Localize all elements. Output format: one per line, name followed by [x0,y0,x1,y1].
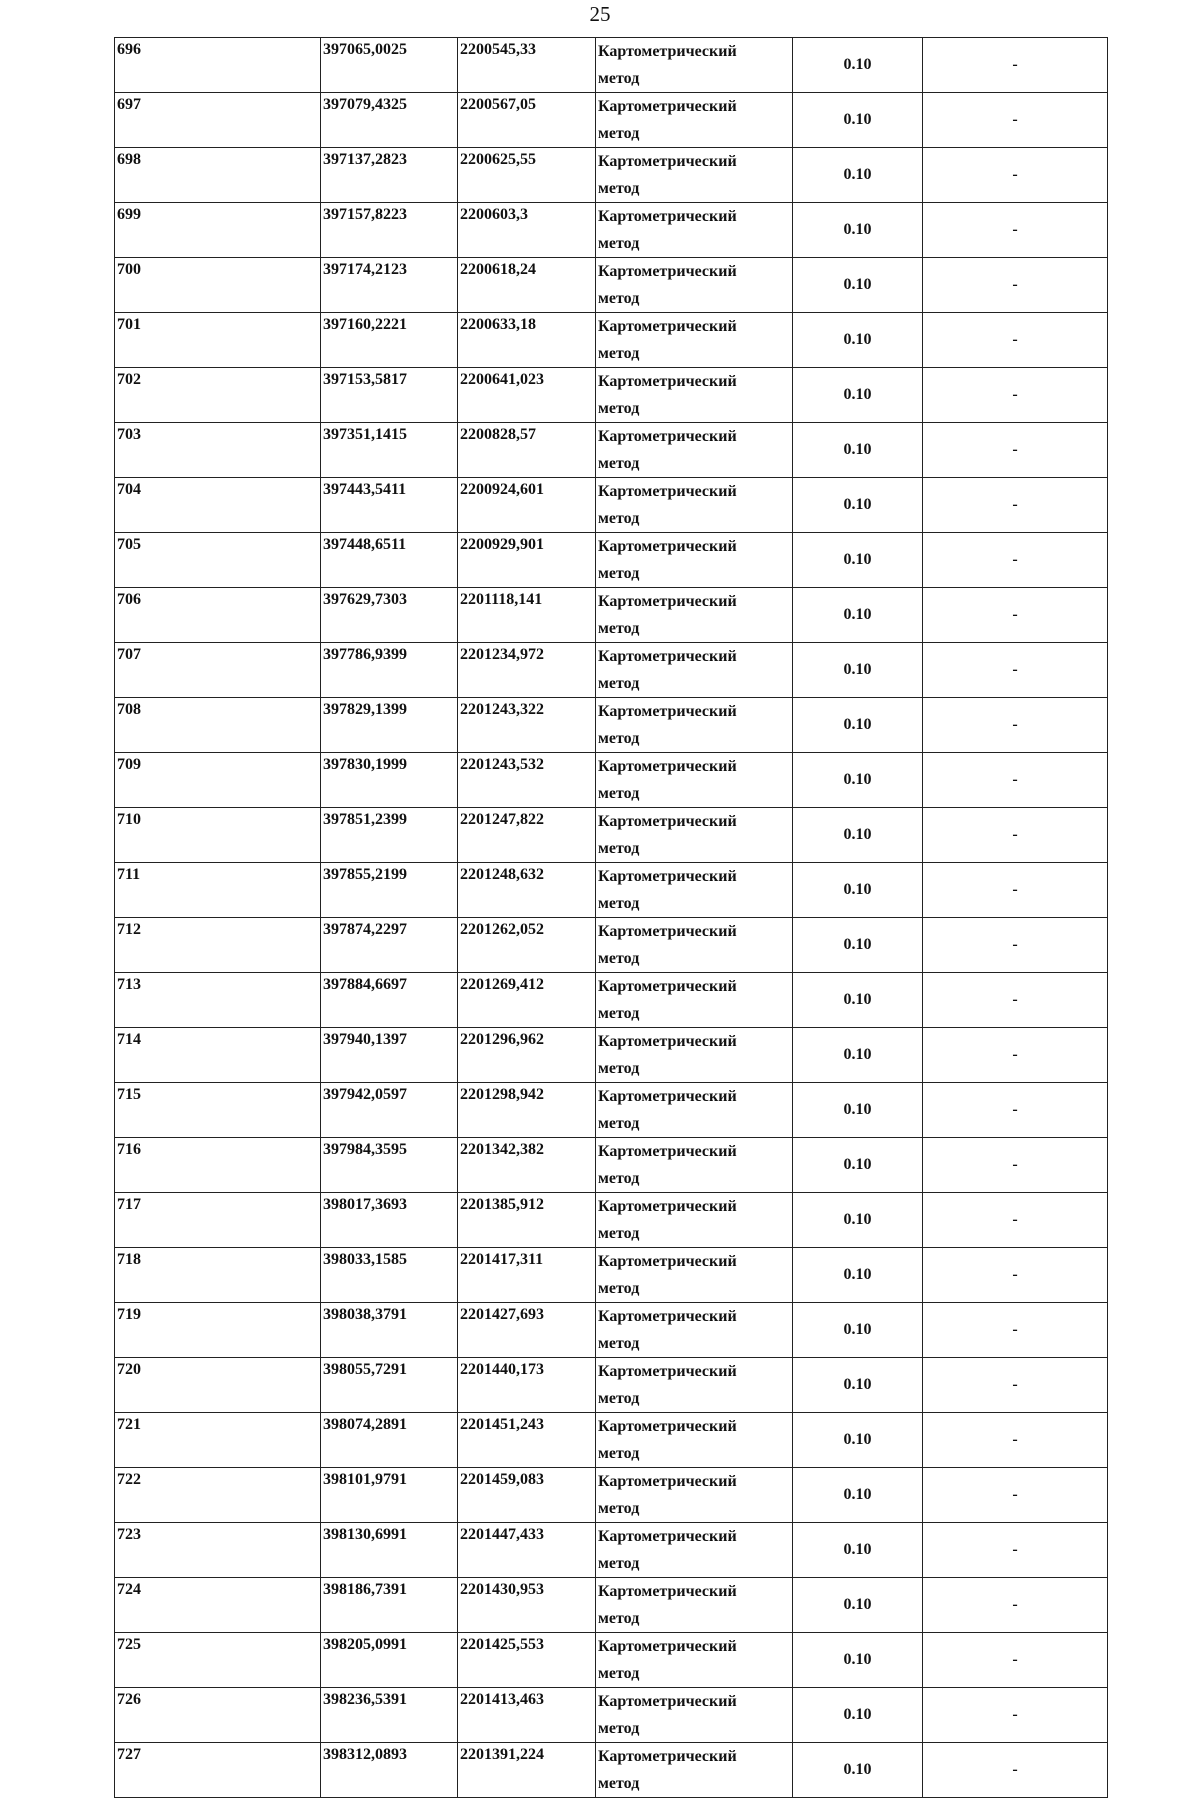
x-coordinate-cell: 397157,8223 [321,203,458,258]
table-row [115,1633,1108,1688]
y-coordinate-cell: 2201247,822 [458,808,596,863]
method-cell [596,698,793,753]
description-cell: - [923,808,1108,863]
method-label-line1: Картометрический [598,373,737,390]
x-coordinate-cell: 397065,0025 [321,38,458,93]
x-coordinate-cell: 397351,1415 [321,423,458,478]
accuracy-cell: 0.10 [793,313,923,368]
point-number-cell: 703 [115,423,321,478]
table-row [115,643,1108,698]
description-cell: - [923,1138,1108,1193]
accuracy-cell: 0.10 [793,698,923,753]
y-coordinate-cell: 2201447,433 [458,1523,596,1578]
method-cell [596,588,793,643]
y-coordinate-cell: 2201118,141 [458,588,596,643]
accuracy-cell: 0.10 [793,1193,923,1248]
method-label-line2: метод [598,730,640,747]
method-cell [596,753,793,808]
method-cell [596,203,793,258]
method-label-line1: Картометрический [598,978,737,995]
method-label-line1: Картометрический [598,1363,737,1380]
y-coordinate-cell: 2200618,24 [458,258,596,313]
y-coordinate-cell: 2200625,55 [458,148,596,203]
accuracy-cell: 0.10 [793,808,923,863]
x-coordinate-cell: 398038,3791 [321,1303,458,1358]
x-coordinate-cell: 398055,7291 [321,1358,458,1413]
table-row [115,918,1108,973]
description-cell: - [923,863,1108,918]
point-number-cell: 727 [115,1743,321,1798]
point-number-cell: 722 [115,1468,321,1523]
point-number-cell: 725 [115,1633,321,1688]
description-cell: - [923,1413,1108,1468]
x-coordinate-cell: 397855,2199 [321,863,458,918]
table-row [115,1358,1108,1413]
table-row [115,368,1108,423]
accuracy-cell: 0.10 [793,588,923,643]
accuracy-cell: 0.10 [793,863,923,918]
method-label-line1: Картометрический [598,1748,737,1765]
table-row [115,258,1108,313]
method-cell [596,148,793,203]
method-cell [596,1303,793,1358]
x-coordinate-cell: 398186,7391 [321,1578,458,1633]
method-cell [596,973,793,1028]
x-coordinate-cell: 397137,2823 [321,148,458,203]
method-label-line1: Картометрический [598,318,737,335]
accuracy-cell: 0.10 [793,533,923,588]
accuracy-cell: 0.10 [793,1248,923,1303]
method-cell [596,38,793,93]
x-coordinate-cell: 397984,3595 [321,1138,458,1193]
y-coordinate-cell: 2201451,243 [458,1413,596,1468]
method-label-line2: метод [598,455,640,472]
accuracy-cell: 0.10 [793,1743,923,1798]
y-coordinate-cell: 2201430,953 [458,1578,596,1633]
x-coordinate-cell: 398033,1585 [321,1248,458,1303]
table-row [115,1413,1108,1468]
method-label-line2: метод [598,1005,640,1022]
description-cell: - [923,1248,1108,1303]
method-cell [596,1523,793,1578]
method-label-line1: Картометрический [598,703,737,720]
y-coordinate-cell: 2201296,962 [458,1028,596,1083]
accuracy-cell: 0.10 [793,1358,923,1413]
description-cell: - [923,918,1108,973]
method-label-line1: Картометрический [598,153,737,170]
method-label-line1: Картометрический [598,923,737,940]
description-cell: - [923,1028,1108,1083]
accuracy-cell: 0.10 [793,1303,923,1358]
table-row [115,973,1108,1028]
table-row [115,1578,1108,1633]
method-label-line2: метод [598,125,640,142]
x-coordinate-cell: 398074,2891 [321,1413,458,1468]
point-number-cell: 718 [115,1248,321,1303]
description-cell: - [923,1358,1108,1413]
method-cell [596,368,793,423]
description-cell: - [923,148,1108,203]
description-cell: - [923,1303,1108,1358]
point-number-cell: 721 [115,1413,321,1468]
method-label-line2: метод [598,1115,640,1132]
method-cell [596,863,793,918]
method-label-line2: метод [598,70,640,87]
point-number-cell: 705 [115,533,321,588]
x-coordinate-cell: 398312,0893 [321,1743,458,1798]
table-row [115,148,1108,203]
method-label-line1: Картометрический [598,538,737,555]
table-row [115,808,1108,863]
y-coordinate-cell: 2201298,942 [458,1083,596,1138]
x-coordinate-cell: 397940,1397 [321,1028,458,1083]
y-coordinate-cell: 2200924,601 [458,478,596,533]
y-coordinate-cell: 2201417,311 [458,1248,596,1303]
point-number-cell: 723 [115,1523,321,1578]
table-row [115,753,1108,808]
point-number-cell: 709 [115,753,321,808]
point-number-cell: 706 [115,588,321,643]
method-label-line2: метод [598,290,640,307]
accuracy-cell: 0.10 [793,1578,923,1633]
description-cell: - [923,1083,1108,1138]
accuracy-cell: 0.10 [793,643,923,698]
point-number-cell: 704 [115,478,321,533]
method-label-line2: метод [598,620,640,637]
x-coordinate-cell: 397443,5411 [321,478,458,533]
accuracy-cell: 0.10 [793,1413,923,1468]
coordinates-table-body [115,38,1108,1798]
y-coordinate-cell: 2200828,57 [458,423,596,478]
table-row [115,93,1108,148]
method-cell [596,478,793,533]
y-coordinate-cell: 2200641,023 [458,368,596,423]
method-label-line1: Картометрический [598,1528,737,1545]
point-number-cell: 702 [115,368,321,423]
accuracy-cell: 0.10 [793,478,923,533]
table-row [115,1028,1108,1083]
point-number-cell: 700 [115,258,321,313]
description-cell: - [923,313,1108,368]
method-cell [596,918,793,973]
y-coordinate-cell: 2201459,083 [458,1468,596,1523]
table-row [115,1688,1108,1743]
method-label-line2: метод [598,1665,640,1682]
method-label-line1: Картометрический [598,428,737,445]
y-coordinate-cell: 2201425,553 [458,1633,596,1688]
table-row [115,1468,1108,1523]
description-cell: - [923,1578,1108,1633]
method-label-line1: Картометрический [598,1088,737,1105]
y-coordinate-cell: 2201243,322 [458,698,596,753]
method-label-line1: Картометрический [598,98,737,115]
accuracy-cell: 0.10 [793,1028,923,1083]
method-label-line2: метод [598,1280,640,1297]
y-coordinate-cell: 2201440,173 [458,1358,596,1413]
description-cell: - [923,643,1108,698]
method-label-line1: Картометрический [598,1418,737,1435]
method-label-line1: Картометрический [598,813,737,830]
method-cell [596,1028,793,1083]
method-label-line1: Картометрический [598,1033,737,1050]
description-cell: - [923,1193,1108,1248]
method-label-line2: метод [598,235,640,252]
method-label-line1: Картометрический [598,263,737,280]
method-label-line2: метод [598,895,640,912]
table-row [115,203,1108,258]
point-number-cell: 724 [115,1578,321,1633]
method-label-line1: Картометрический [598,1308,737,1325]
x-coordinate-cell: 397874,2297 [321,918,458,973]
page-number: 25 [589,2,611,26]
point-number-cell: 708 [115,698,321,753]
method-label-line2: метод [598,180,640,197]
x-coordinate-cell: 398017,3693 [321,1193,458,1248]
table-row [115,1248,1108,1303]
description-cell: - [923,533,1108,588]
y-coordinate-cell: 2201248,632 [458,863,596,918]
point-number-cell: 713 [115,973,321,1028]
method-label-line2: метод [598,1555,640,1572]
method-cell [596,1193,793,1248]
method-cell [596,1248,793,1303]
accuracy-cell: 0.10 [793,973,923,1028]
method-cell [596,643,793,698]
y-coordinate-cell: 2200633,18 [458,313,596,368]
method-label-line2: метод [598,510,640,527]
method-label-line2: метод [598,1720,640,1737]
y-coordinate-cell: 2200567,05 [458,93,596,148]
table-row [115,313,1108,368]
description-cell: - [923,698,1108,753]
y-coordinate-cell: 2200545,33 [458,38,596,93]
accuracy-cell: 0.10 [793,38,923,93]
accuracy-cell: 0.10 [793,1138,923,1193]
x-coordinate-cell: 397448,6511 [321,533,458,588]
method-label-line1: Картометрический [598,483,737,500]
point-number-cell: 707 [115,643,321,698]
table-row [115,533,1108,588]
x-coordinate-cell: 397829,1399 [321,698,458,753]
accuracy-cell: 0.10 [793,423,923,478]
method-cell [596,93,793,148]
y-coordinate-cell: 2201342,382 [458,1138,596,1193]
y-coordinate-cell: 2201269,412 [458,973,596,1028]
table-row [115,38,1108,93]
method-label-line2: метод [598,675,640,692]
point-number-cell: 717 [115,1193,321,1248]
point-number-cell: 714 [115,1028,321,1083]
x-coordinate-cell: 397153,5817 [321,368,458,423]
method-cell [596,258,793,313]
point-number-cell: 711 [115,863,321,918]
coordinates-table [114,37,1108,1798]
method-cell [596,313,793,368]
accuracy-cell: 0.10 [793,1688,923,1743]
table-row [115,1193,1108,1248]
point-number-cell: 698 [115,148,321,203]
table-row [115,1138,1108,1193]
method-cell [596,808,793,863]
y-coordinate-cell: 2201234,972 [458,643,596,698]
method-label-line2: метод [598,1390,640,1407]
method-label-line2: метод [598,785,640,802]
table-row [115,1303,1108,1358]
accuracy-cell: 0.10 [793,753,923,808]
method-label-line2: метод [598,1060,640,1077]
table-row [115,588,1108,643]
point-number-cell: 719 [115,1303,321,1358]
method-label-line2: метод [598,1775,640,1792]
accuracy-cell: 0.10 [793,1523,923,1578]
method-label-line2: метод [598,1445,640,1462]
method-label-line1: Картометрический [598,1473,737,1490]
point-number-cell: 699 [115,203,321,258]
x-coordinate-cell: 398205,0991 [321,1633,458,1688]
x-coordinate-cell: 398101,9791 [321,1468,458,1523]
point-number-cell: 697 [115,93,321,148]
accuracy-cell: 0.10 [793,1633,923,1688]
x-coordinate-cell: 397160,2221 [321,313,458,368]
description-cell: - [923,1688,1108,1743]
accuracy-cell: 0.10 [793,368,923,423]
method-label-line2: метод [598,1500,640,1517]
description-cell: - [923,753,1108,808]
method-label-line2: метод [598,1170,640,1187]
method-label-line1: Картометрический [598,758,737,775]
table-row [115,423,1108,478]
method-label-line2: метод [598,1610,640,1627]
method-label-line2: метод [598,565,640,582]
point-number-cell: 720 [115,1358,321,1413]
x-coordinate-cell: 398236,5391 [321,1688,458,1743]
point-number-cell: 716 [115,1138,321,1193]
description-cell: - [923,1468,1108,1523]
x-coordinate-cell: 397884,6697 [321,973,458,1028]
table-row [115,1523,1108,1578]
method-label-line2: метод [598,1335,640,1352]
accuracy-cell: 0.10 [793,203,923,258]
method-cell [596,533,793,588]
method-cell [596,1743,793,1798]
x-coordinate-cell: 397830,1999 [321,753,458,808]
description-cell: - [923,478,1108,533]
description-cell: - [923,1523,1108,1578]
point-number-cell: 715 [115,1083,321,1138]
method-cell [596,1468,793,1523]
method-cell [596,1138,793,1193]
method-cell [596,1688,793,1743]
method-label-line1: Картометрический [598,648,737,665]
description-cell: - [923,368,1108,423]
table-row [115,1743,1108,1798]
y-coordinate-cell: 2200929,901 [458,533,596,588]
accuracy-cell: 0.10 [793,918,923,973]
table-row [115,478,1108,533]
description-cell: - [923,588,1108,643]
point-number-cell: 701 [115,313,321,368]
description-cell: - [923,1743,1108,1798]
description-cell: - [923,93,1108,148]
x-coordinate-cell: 397629,7303 [321,588,458,643]
y-coordinate-cell: 2201391,224 [458,1743,596,1798]
method-cell [596,1578,793,1633]
description-cell: - [923,203,1108,258]
method-cell [596,1633,793,1688]
method-label-line1: Картометрический [598,1583,737,1600]
method-label-line2: метод [598,950,640,967]
x-coordinate-cell: 398130,6991 [321,1523,458,1578]
method-label-line2: метод [598,840,640,857]
table-row [115,1083,1108,1138]
method-label-line2: метод [598,345,640,362]
accuracy-cell: 0.10 [793,148,923,203]
y-coordinate-cell: 2201262,052 [458,918,596,973]
method-label-line1: Картометрический [598,1143,737,1160]
point-number-cell: 696 [115,38,321,93]
y-coordinate-cell: 2201385,912 [458,1193,596,1248]
description-cell: - [923,973,1108,1028]
accuracy-cell: 0.10 [793,1083,923,1138]
method-label-line2: метод [598,400,640,417]
x-coordinate-cell: 397942,0597 [321,1083,458,1138]
description-cell: - [923,1633,1108,1688]
method-cell [596,1413,793,1468]
description-cell: - [923,423,1108,478]
x-coordinate-cell: 397786,9399 [321,643,458,698]
x-coordinate-cell: 397174,2123 [321,258,458,313]
point-number-cell: 712 [115,918,321,973]
point-number-cell: 710 [115,808,321,863]
method-label-line1: Картометрический [598,868,737,885]
method-label-line1: Картометрический [598,1198,737,1215]
table-row [115,863,1108,918]
point-number-cell: 726 [115,1688,321,1743]
table-row [115,698,1108,753]
accuracy-cell: 0.10 [793,93,923,148]
method-label-line1: Картометрический [598,1253,737,1270]
y-coordinate-cell: 2201243,532 [458,753,596,808]
method-label-line1: Картометрический [598,1693,737,1710]
description-cell: - [923,258,1108,313]
method-label-line1: Картометрический [598,208,737,225]
description-cell: - [923,38,1108,93]
method-label-line2: метод [598,1225,640,1242]
y-coordinate-cell: 2200603,3 [458,203,596,258]
y-coordinate-cell: 2201413,463 [458,1688,596,1743]
method-label-line1: Картометрический [598,43,737,60]
method-cell [596,423,793,478]
x-coordinate-cell: 397079,4325 [321,93,458,148]
x-coordinate-cell: 397851,2399 [321,808,458,863]
method-cell [596,1083,793,1138]
method-label-line1: Картометрический [598,1638,737,1655]
accuracy-cell: 0.10 [793,258,923,313]
method-label-line1: Картометрический [598,593,737,610]
method-cell [596,1358,793,1413]
y-coordinate-cell: 2201427,693 [458,1303,596,1358]
accuracy-cell: 0.10 [793,1468,923,1523]
